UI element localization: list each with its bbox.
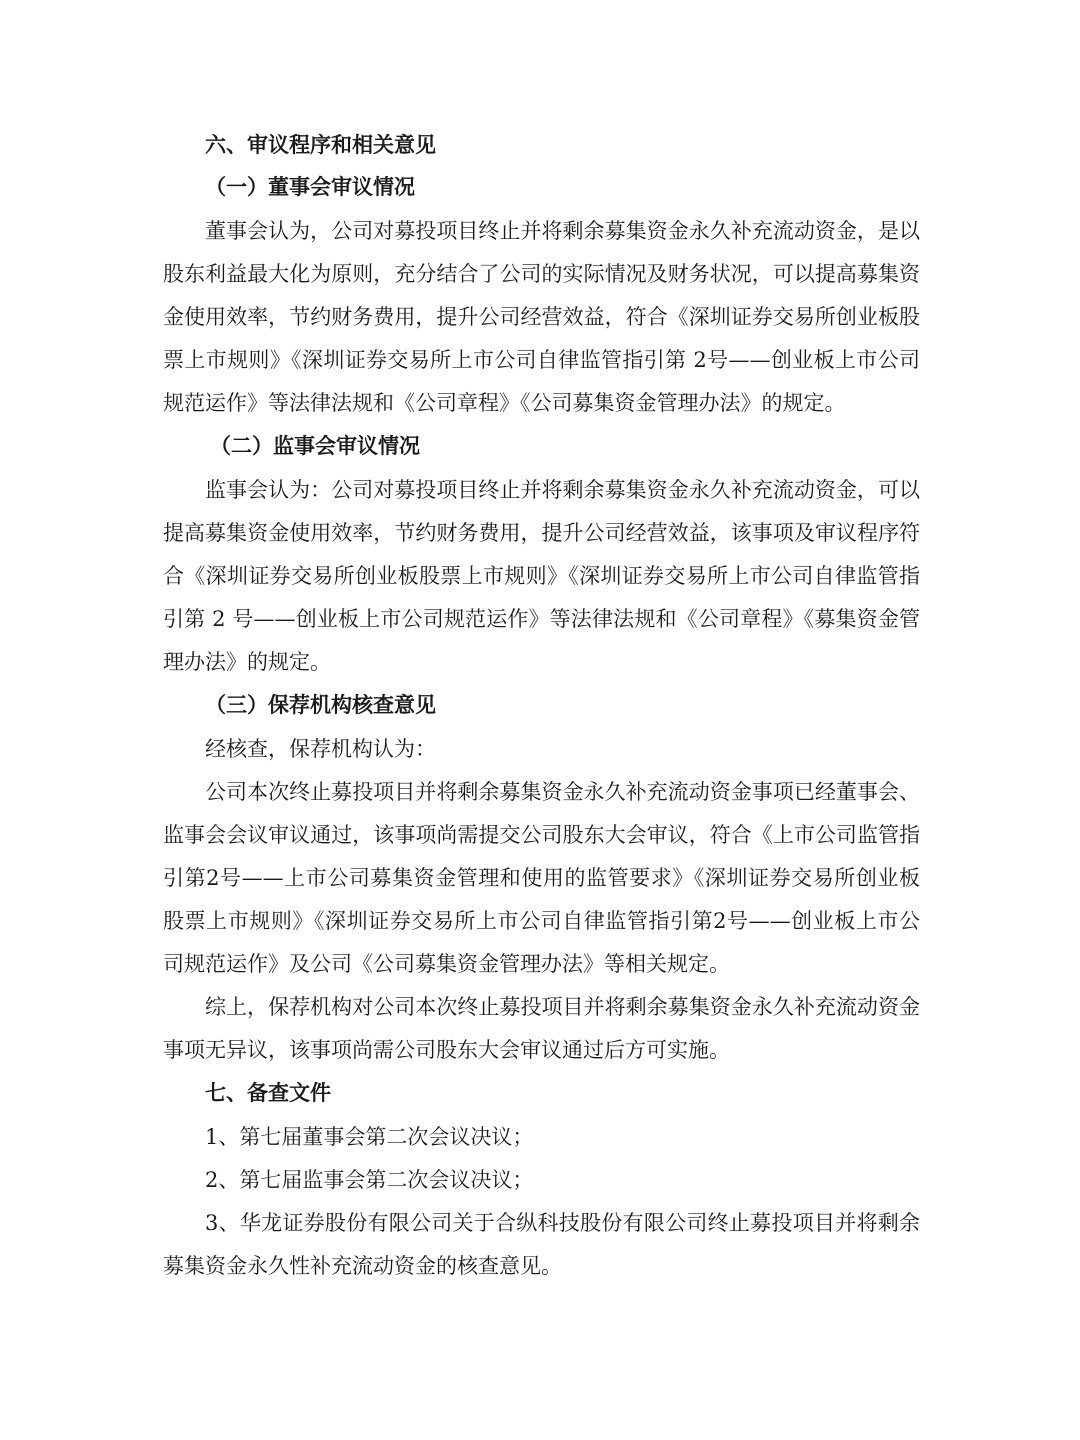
board-review-paragraph: 董事会认为，公司对募投项目终止并将剩余募集资金永久补充流动资金，是以股东利益最大化为原则，充分结合了公司的实际情况及财务状况，可以提高募集资金使用效率，节约财务费用，提升公司经营效益，符合《深圳证券交易所创业板股票上市规则》《深圳证券交易所上市公司自律监管指引第 2号——创业板上市公司规范运作》等法律法规和《公司章程》《公司募集资金管理办法》的规定。 [163,219,920,415]
supervisory-review-heading: （二）监事会审议情况 [210,434,420,458]
reference-document-item: 3、华龙证券股份有限公司关于合纵科技股份有限公司终止募投项目并将剩余募集资金永久性补充流动资金的核查意见。 [163,1211,920,1278]
reference-document-item: 1、第七届董事会第二次会议决议； [205,1125,534,1149]
sponsor-opinion-heading: （三）保荐机构核查意见 [205,693,436,717]
reference-document-item: 2、第七届监事会第二次会议决议； [205,1168,534,1192]
sponsor-intro-paragraph: 经核查，保荐机构认为： [205,737,436,761]
supervisory-review-paragraph: 监事会认为：公司对募投项目终止并将剩余募集资金永久补充流动资金，可以提高募集资金使用效率，节约财务费用，提升公司经营效益，该事项及审议程序符合《深圳证券交易所创业板股票上市规则》《深圳证券交易所上市公司自律监管指引第 2 号——创业板上市公司规范运作》等法律法规和《公司章程》《募集资金管理办法》的规定。 [163,478,920,674]
document-page [163,126,920,1288]
section-seven-title: 七、备查文件 [205,1081,331,1105]
board-review-heading: （一）董事会审议情况 [205,175,415,199]
sponsor-conclusion-paragraph: 综上，保荐机构对公司本次终止募投项目并将剩余募集资金永久补充流动资金事项无异议，该事项尚需公司股东大会审议通过后方可实施。 [163,995,920,1062]
sponsor-opinion-paragraph: 公司本次终止募投项目并将剩余募集资金永久补充流动资金事项已经董事会、监事会会议审议通过，该事项尚需提交公司股东大会审议，符合《上市公司监管指引第2号——上市公司募集资金管理和使用的监管要求》《深圳证券交易所创业板股票上市规则》《深圳证券交易所上市公司自律监管指引第2号——创业板上市公司规范运作》及公司《公司募集资金管理办法》等相关规定。 [163,780,920,976]
section-six-title: 六、审议程序和相关意见 [205,133,436,157]
